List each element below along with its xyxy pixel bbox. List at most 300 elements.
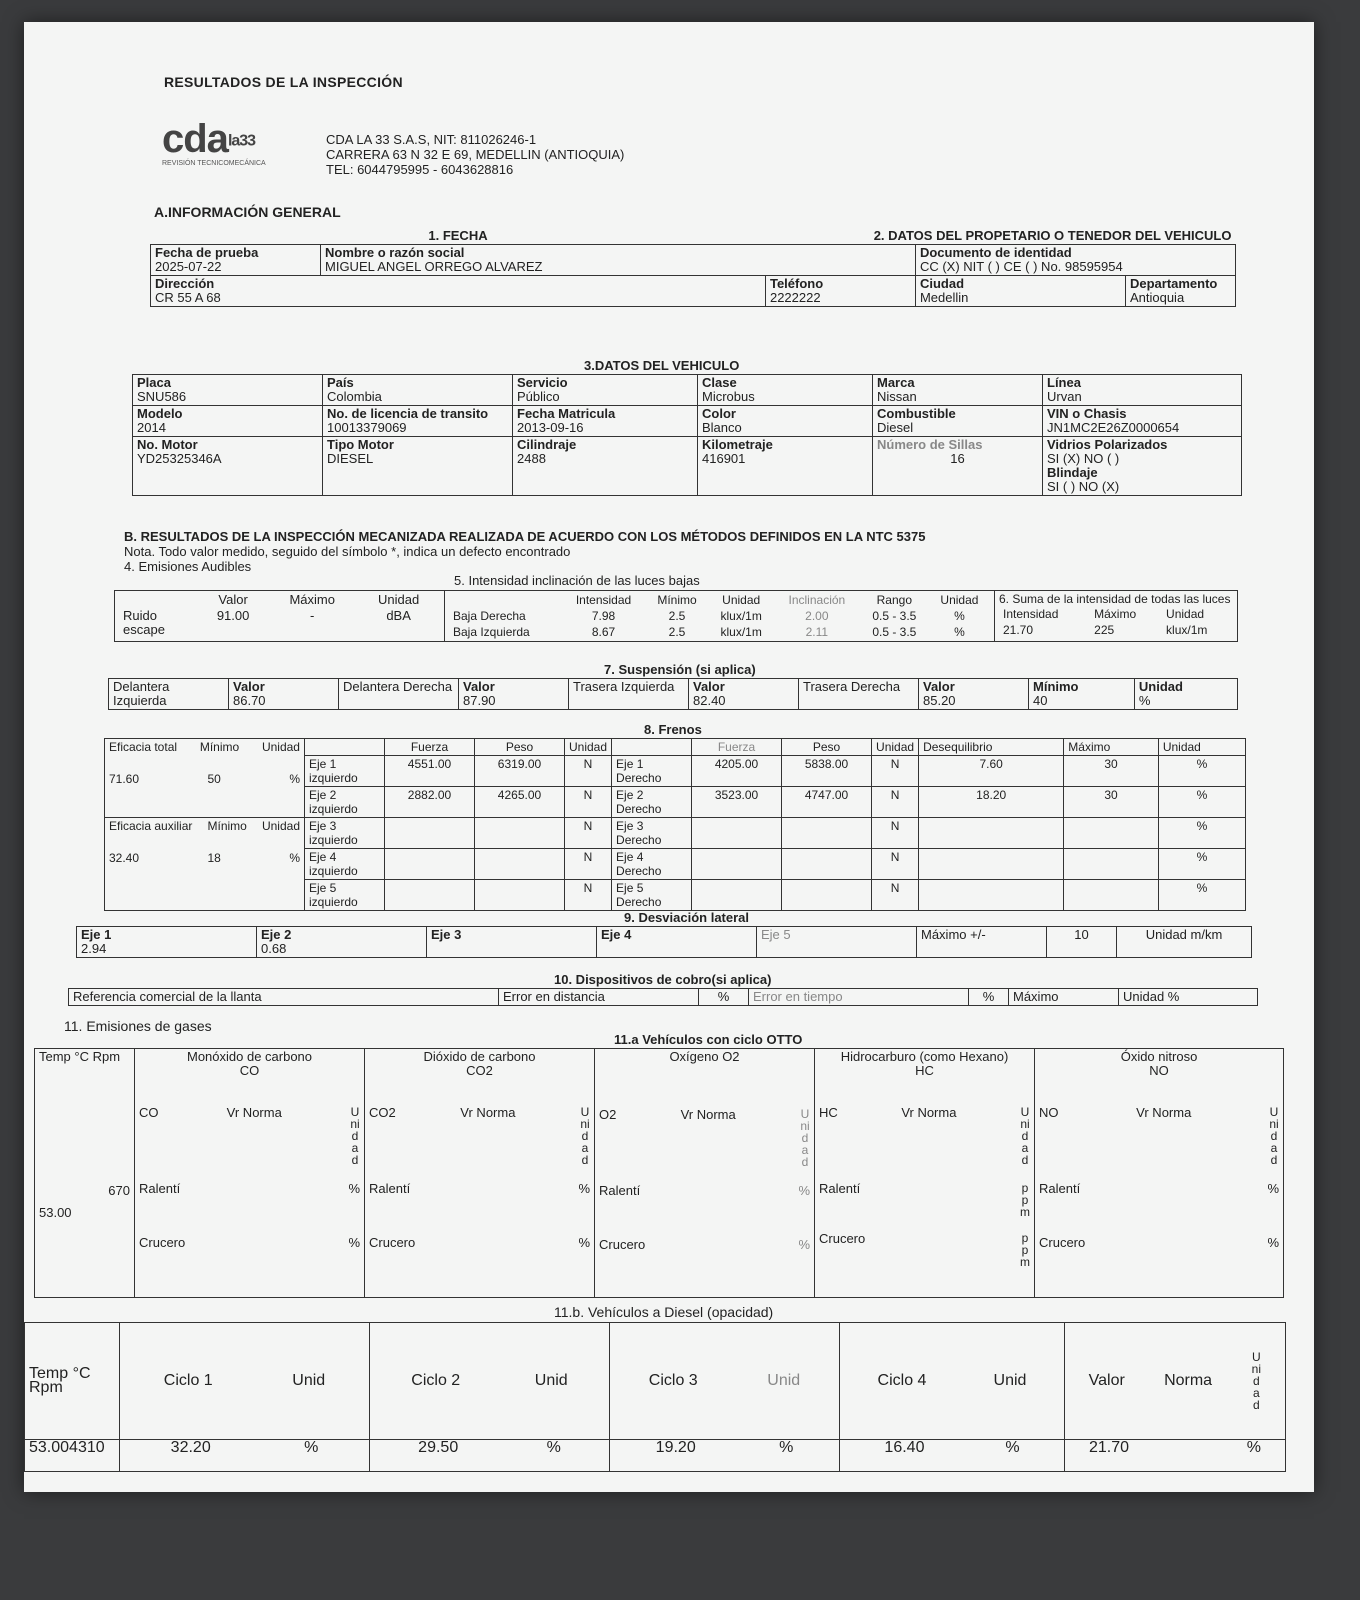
frenos-unidad-label: Unidad [261, 740, 300, 754]
suma-intensidad-label: Intensidad [1003, 607, 1059, 621]
izq-eje: Eje 2 izquierdo [305, 787, 385, 818]
suma-unidad-label: Unidad [1166, 607, 1205, 621]
sillas-value: 16 [950, 451, 965, 466]
audible-lights-table [114, 590, 1238, 642]
desv-maximo: 10 [1047, 927, 1117, 958]
otto-rpm: 670 [108, 1183, 130, 1198]
gas-co-crucero: Crucero [139, 1235, 186, 1250]
diesel-rpm-label: Rpm [29, 1379, 63, 1397]
deseq-valor [919, 880, 1064, 911]
gas-o2-crucero: Crucero [599, 1237, 646, 1252]
luces-head-rango: Rango [876, 593, 913, 607]
departamento-value: Antioquia [1129, 290, 1185, 305]
kilometraje-value: 416901 [702, 451, 746, 466]
servicio-value: Público [517, 389, 560, 404]
luces-row [449, 624, 990, 640]
desequilibrio-label: Desequilibrio [919, 739, 1064, 756]
deseq-unidad: % [1158, 849, 1245, 880]
luces-section: 5. Intensidad inclinación de las luces bajas [454, 573, 700, 588]
ciclo1-value: 32.20 [170, 1439, 211, 1457]
luces-row-intensidad: 8.67 [591, 625, 616, 639]
luces-row-unidad2: % [954, 625, 965, 639]
deseq-valor [919, 849, 1064, 880]
deseq-maximo: 30 [1064, 787, 1159, 818]
luces-row [449, 608, 990, 624]
luces-row-unidad: klux/1m [720, 609, 762, 623]
suspension-section: 7. Suspensión (si aplica) [604, 662, 756, 677]
luces-row-label: Baja Izquierda [453, 625, 530, 639]
vidrios-value: SI (X) NO ( ) [1047, 451, 1120, 466]
fecha-section: 1. FECHA [428, 228, 488, 243]
der-fuerza [692, 818, 782, 849]
ruido-label: Ruido escape [123, 608, 165, 637]
company-info [326, 132, 624, 177]
diesel-valor-pct: % [1246, 1439, 1261, 1457]
section-a-title: A.INFORMACIÓN GENERAL [154, 204, 341, 220]
table-row [105, 818, 1246, 849]
inspection-sheet [24, 22, 1314, 1492]
izq-eje: Eje 3 izquierdo [305, 818, 385, 849]
deseq-valor: 18.20 [919, 787, 1064, 818]
gas-co-name: Monóxido de carbono [186, 1049, 313, 1064]
susp-minimo: 40 [1033, 693, 1048, 708]
gas-co [135, 1049, 365, 1298]
blindaje-value: SI ( ) NO (X) [1047, 479, 1120, 494]
owner-table [150, 228, 1236, 307]
nombre-value: MIGUEL ANGEL ORREGO ALVAREZ [325, 259, 543, 274]
gas-no-sym: NO [1149, 1063, 1169, 1078]
color-label: Color [702, 406, 736, 421]
unidad-der-label: Unidad [872, 739, 919, 756]
cobro-section: 10. Dispositivos de cobro(si aplica) [554, 972, 772, 987]
der-peso [782, 880, 872, 911]
licencia-value: 10013379069 [327, 420, 407, 435]
izq-fuerza [385, 818, 475, 849]
der-fuerza [692, 880, 782, 911]
telefono-label: Teléfono [769, 276, 824, 291]
deseq-maximo [1064, 849, 1159, 880]
luces-row-minimo: 2.5 [668, 609, 686, 623]
peso-izq-label: Peso [475, 739, 565, 756]
gas-hc-col: HC [819, 1105, 838, 1120]
owner-section: 2. DATOS DEL PROPETARIO O TENEDOR DEL VEHICULO [873, 228, 1232, 243]
eficacia-auxiliar-label: Eficacia auxiliar [109, 819, 193, 833]
izq-fuerza: 4551.00 [385, 756, 475, 787]
sillas-label: Número de Sillas [877, 437, 983, 452]
luces-head-inclinacion: Inclinación [788, 593, 846, 607]
frenos-table [104, 738, 1246, 911]
gas-hc-sym: HC [915, 1063, 934, 1078]
der-peso [782, 849, 872, 880]
izq-fuerza [385, 880, 475, 911]
izq-eje: Eje 4 izquierdo [305, 849, 385, 880]
llanta-label: Referencia comercial de la llanta [69, 989, 499, 1006]
vehiculo-section: 3.DATOS DEL VEHICULO [584, 358, 740, 373]
gas-co-vr: Vr Norma [226, 1105, 282, 1120]
ruido-unidad-label: Unidad [378, 592, 420, 607]
pais-value: Colombia [327, 389, 382, 404]
gas-no-col: NO [1039, 1105, 1059, 1120]
gas-co-ralenti: Ralentí [139, 1181, 181, 1196]
section-b-note: Nota. Todo valor medido, seguido del símbolo *, indica un defecto encontrado [124, 544, 571, 559]
gas-o2-ralenti-unit: % [798, 1183, 810, 1198]
luces-row-rango: 0.5 - 3.5 [872, 609, 917, 623]
gas-no-crucero: Crucero [1039, 1235, 1086, 1250]
der-eje: Eje 2 Derecho [612, 787, 692, 818]
diesel-rpm: 4310 [69, 1439, 105, 1457]
logo-subtitle: REVISIÓN TECNICOMECÁNICA [162, 160, 266, 167]
desv-eje4-label: Eje 4 [601, 927, 632, 942]
placa-label: Placa [137, 375, 171, 390]
susp-unidad-label: Unidad [1138, 679, 1183, 694]
luces-row-rango: 0.5 - 3.5 [872, 625, 917, 639]
desviacion-section: 9. Desviación lateral [624, 910, 750, 925]
suma-maximo: 225 [1094, 623, 1115, 637]
diesel-norma-label: Norma [1164, 1372, 1213, 1390]
luces-head-minimo: Mínimo [657, 593, 697, 607]
cilindraje-value: 2488 [517, 451, 546, 466]
ciclo3-label: Ciclo 3 [648, 1372, 698, 1390]
gas-co-unidad: Unidad [350, 1105, 360, 1167]
vidrios-label: Vidrios Polarizados [1047, 437, 1168, 452]
kilometraje-label: Kilometraje [702, 437, 773, 452]
desequilibrio-unidad-label: Unidad [1158, 739, 1245, 756]
company-line-1: CDA LA 33 S.A.S, NIT: 811026246-1 [326, 132, 537, 147]
luces-table [449, 592, 990, 640]
suma-intensidad: 21.70 [1003, 623, 1034, 637]
ruido-maximo-label: Máximo [289, 592, 335, 607]
der-eje: Eje 5 Derecho [612, 880, 692, 911]
gas-hc-ralenti: Ralentí [819, 1181, 861, 1196]
gas-no-ralenti: Ralentí [1039, 1181, 1081, 1196]
fecha-label: Fecha de prueba [155, 245, 259, 260]
ciclo2-pct: % [546, 1439, 561, 1457]
gas-hc-ralenti-unit: ppm [1020, 1181, 1030, 1219]
gas-co2-vr: Vr Norma [460, 1105, 516, 1120]
ruido-unidad: dBA [386, 608, 411, 623]
ciclo1-unid: Unid [292, 1372, 326, 1390]
gas-co2-crucero-unit: % [578, 1235, 590, 1250]
susp-tra-izq: 82.40 [693, 693, 726, 708]
susp-del-izq: 86.70 [233, 693, 266, 708]
gas-co-crucero-unit: % [348, 1235, 360, 1250]
diesel-section: 11.b. Vehículos a Diesel (opacidad) [554, 1304, 774, 1320]
tiempo-label: Error en tiempo [749, 989, 969, 1006]
der-peso [782, 818, 872, 849]
telefono-value: 2222222 [769, 290, 821, 305]
suma-section: 6. Suma de la intensidad de todas las luces [999, 592, 1231, 606]
fecha-value: 2025-07-22 [155, 259, 222, 274]
ciclo1-pct: % [304, 1439, 319, 1457]
diesel-temp-label: Temp °C [29, 1365, 91, 1383]
otto-temp-label: Temp °C [39, 1049, 89, 1064]
frenos-aux-minimo-label: Mínimo [207, 819, 247, 833]
ciclo3-pct: % [779, 1439, 794, 1457]
gas-co-ralenti-unit: % [348, 1181, 360, 1196]
susp-unidad: % [1138, 693, 1151, 708]
izq-peso [475, 880, 565, 911]
der-peso: 4747.00 [782, 787, 872, 818]
peso-der-label: Peso [782, 739, 872, 756]
gas-o2 [595, 1049, 815, 1298]
luces-row-unidad2: % [954, 609, 965, 623]
izq-peso: 6319.00 [475, 756, 565, 787]
deseq-maximo [1064, 818, 1159, 849]
gas-co2-name: Dióxido de carbono [423, 1049, 536, 1064]
ciclo3-value: 19.20 [655, 1439, 696, 1457]
deseq-unidad: % [1158, 818, 1245, 849]
tiempo-unidad: % [969, 989, 1009, 1006]
vin-value: JN1MC2E26Z0000654 [1047, 420, 1180, 435]
susp-tra-der: 85.20 [923, 693, 956, 708]
distancia-label: Error en distancia [499, 989, 699, 1006]
gas-o2-crucero-unit: % [798, 1237, 810, 1252]
ciudad-value: Medellin [919, 290, 969, 305]
desv-eje1-label: Eje 1 [81, 927, 112, 942]
izq-peso: 4265.00 [475, 787, 565, 818]
otto-temp: 53.00 [39, 1205, 72, 1220]
desv-eje5-label: Eje 5 [761, 927, 791, 942]
emisiones-audibles-section: 4. Emisiones Audibles [124, 559, 252, 574]
vin-label: VIN o Chasis [1047, 406, 1127, 421]
ciclo4-label: Ciclo 4 [877, 1372, 927, 1390]
suma-table [999, 606, 1233, 638]
desequilibrio-maximo-label: Máximo [1064, 739, 1159, 756]
ruido-maximo: - [310, 608, 315, 623]
gas-hc [815, 1049, 1035, 1298]
servicio-label: Servicio [517, 375, 568, 390]
ciclo3-unid: Unid [767, 1372, 801, 1390]
izq-unidad: N [565, 787, 612, 818]
luces-row-unidad: klux/1m [720, 625, 762, 639]
linea-value: Urvan [1047, 389, 1082, 404]
suma-unidad: klux/1m [1166, 623, 1208, 637]
cobro-table [68, 988, 1258, 1006]
section-b-title: B. RESULTADOS DE LA INSPECCIÓN MECANIZADA REALIZADA DE ACUERDO CON LOS MÉTODOS DEFINIDOS EN LA NTC 5375 [124, 529, 926, 544]
ciclo4-value: 16.40 [884, 1439, 925, 1457]
izq-unidad: N [565, 880, 612, 911]
gas-hc-name: Hidrocarburo (como Hexano) [840, 1049, 1009, 1064]
izq-unidad: N [565, 818, 612, 849]
deseq-valor: 7.60 [919, 756, 1064, 787]
diesel-unidad-vert: Unidad [1251, 1350, 1262, 1413]
suspension-table [108, 678, 1238, 710]
desv-maximo-label: Máximo +/- [917, 927, 1047, 958]
gas-hc-vr: Vr Norma [901, 1105, 957, 1120]
tipo-motor-label: Tipo Motor [327, 437, 394, 452]
izq-fuerza: 2882.00 [385, 787, 475, 818]
gas-co-col: CO [139, 1105, 159, 1120]
gas-no-ralenti-unit: % [1267, 1181, 1279, 1196]
diesel-valor: 21.70 [1089, 1439, 1130, 1457]
direccion-label: Dirección [155, 276, 215, 291]
diesel-valor-label: Valor [1088, 1372, 1125, 1390]
diesel-table [24, 1322, 1286, 1472]
clase-value: Microbus [702, 389, 755, 404]
gas-co2-unidad: Unidad [580, 1105, 590, 1167]
der-unidad: N [872, 787, 919, 818]
desv-eje2: 0.68 [261, 941, 287, 956]
desv-unidad: Unidad m/km [1117, 927, 1252, 958]
eficacia-aux-minimo: 18 [207, 851, 221, 865]
deseq-unidad: % [1158, 787, 1245, 818]
ciclo4-unid: Unid [993, 1372, 1027, 1390]
susp-del-der: 87.90 [463, 693, 496, 708]
combustible-label: Combustible [877, 406, 956, 421]
company-line-2: CARRERA 63 N 32 E 69, MEDELLIN (ANTIOQUIA) [326, 147, 625, 162]
desv-eje3-label: Eje 3 [431, 927, 462, 942]
eficacia-total-unidad: % [289, 772, 300, 786]
blindaje-label: Blindaje [1047, 465, 1098, 480]
gas-co2 [365, 1049, 595, 1298]
gas-co2-col: CO2 [369, 1105, 396, 1120]
ciclo2-unid: Unid [534, 1372, 568, 1390]
ciclo4-pct: % [1005, 1439, 1020, 1457]
izq-eje: Eje 1 izquierdo [305, 756, 385, 787]
logo-suffix: la33 [227, 132, 256, 150]
izq-fuerza [385, 849, 475, 880]
deseq-maximo [1064, 880, 1159, 911]
eficacia-total-label: Eficacia total [109, 740, 178, 754]
luces-row-minimo: 2.5 [668, 625, 686, 639]
der-eje: Eje 4 Derecho [612, 849, 692, 880]
nombre-label: Nombre o razón social [325, 245, 465, 260]
documento-label: Documento de identidad [919, 245, 1072, 260]
tipo-motor-value: DIESEL [327, 451, 374, 466]
logo-text: cda [162, 117, 228, 161]
susp-valor-label: Valor [693, 679, 725, 694]
gas-co2-ralenti: Ralentí [369, 1181, 411, 1196]
der-unidad: N [872, 818, 919, 849]
ciclo2-value: 29.50 [418, 1439, 459, 1457]
deseq-maximo: 30 [1064, 756, 1159, 787]
izq-peso [475, 849, 565, 880]
matricula-value: 2013-09-16 [517, 420, 584, 435]
marca-label: Marca [877, 375, 915, 390]
susp-minimo-label: Mínimo [1033, 679, 1079, 694]
gas-o2-name: Oxígeno O2 [669, 1049, 740, 1064]
izq-eje: Eje 5 izquierdo [305, 880, 385, 911]
pais-label: País [327, 375, 354, 390]
documento-value: CC (X) NIT ( ) CE ( ) No. 98595954 [919, 259, 1123, 274]
gas-co2-sym: CO2 [466, 1063, 493, 1078]
desviacion-table [76, 926, 1252, 958]
susp-tra-izq-label: Trasera Izquierda [569, 679, 689, 710]
suma-maximo-label: Máximo [1094, 607, 1137, 621]
der-fuerza: 4205.00 [692, 756, 782, 787]
company-line-3: TEL: 6044795995 - 6043628816 [326, 162, 514, 177]
cobro-maximo-label: Máximo [1009, 989, 1119, 1006]
frenos-aux-unidad-label: Unidad [261, 819, 300, 833]
modelo-value: 2014 [137, 420, 166, 435]
der-fuerza: 3523.00 [692, 787, 782, 818]
susp-valor-label: Valor [463, 679, 495, 694]
ruido-valor-label: Valor [218, 592, 248, 607]
gas-no-unidad: Unidad [1269, 1105, 1279, 1167]
ruido-valor: 91.00 [216, 608, 250, 623]
gas-co2-crucero: Crucero [369, 1235, 416, 1250]
motor-label: No. Motor [137, 437, 198, 452]
susp-del-der-label: Delantera Derecha [339, 679, 459, 710]
gas-no-vr: Vr Norma [1136, 1105, 1192, 1120]
eficacia-auxiliar: 32.40 [109, 851, 140, 865]
susp-valor-label: Valor [923, 679, 955, 694]
luces-row-inclinacion: 2.00 [805, 609, 829, 623]
document-title: RESULTADOS DE LA INSPECCIÓN [164, 74, 403, 90]
gas-hc-crucero: Crucero [819, 1231, 866, 1246]
frenos-section: 8. Frenos [644, 722, 702, 737]
linea-label: Línea [1047, 375, 1081, 390]
gas-hc-crucero-unit: ppm [1020, 1231, 1030, 1269]
der-unidad: N [872, 849, 919, 880]
fuerza-der-label: Fuerza [692, 739, 782, 756]
eficacia-aux-unidad: % [289, 851, 300, 865]
der-peso: 5838.00 [782, 756, 872, 787]
gas-o2-vr: Vr Norma [680, 1107, 736, 1122]
gas-no-crucero-unit: % [1267, 1235, 1279, 1250]
gas-hc-unidad: Unidad [1020, 1105, 1030, 1167]
otto-rpm-label: Rpm [92, 1049, 121, 1064]
luces-row-inclinacion: 2.11 [805, 625, 829, 639]
susp-tra-der-label: Trasera Derecha [799, 679, 919, 710]
marca-value: Nissan [877, 389, 917, 404]
cobro-unidad-label: Unidad % [1119, 989, 1258, 1006]
der-eje: Eje 1 Derecho [612, 756, 692, 787]
luces-row-intensidad: 7.98 [591, 609, 616, 623]
ciclo2-label: Ciclo 2 [411, 1372, 461, 1390]
unidad-izq-label: Unidad [565, 739, 612, 756]
gas-o2-ralenti: Ralentí [599, 1183, 641, 1198]
der-unidad: N [872, 880, 919, 911]
fuerza-izq-label: Fuerza [385, 739, 475, 756]
ciudad-label: Ciudad [919, 276, 965, 291]
luces-head-unidad: Unidad [722, 593, 761, 607]
deseq-unidad: % [1158, 880, 1245, 911]
frenos-minimo-label: Mínimo [199, 740, 240, 754]
distancia-unidad: % [699, 989, 749, 1006]
desv-eje1: 2.94 [81, 941, 107, 956]
ruido-table [119, 592, 440, 638]
ciclo1-label: Ciclo 1 [163, 1372, 213, 1390]
deseq-valor [919, 818, 1064, 849]
der-unidad: N [872, 756, 919, 787]
izq-unidad: N [565, 756, 612, 787]
cilindraje-label: Cilindraje [517, 437, 577, 452]
desv-eje2-label: Eje 2 [261, 927, 292, 942]
gas-no [1035, 1049, 1284, 1298]
eficacia-total: 71.60 [109, 772, 140, 786]
der-fuerza [692, 849, 782, 880]
otto-section: 11.a Vehículos con ciclo OTTO [614, 1032, 803, 1047]
departamento-label: Departamento [1129, 276, 1218, 291]
luces-row-label: Baja Derecha [453, 609, 526, 623]
izq-peso [475, 818, 565, 849]
der-eje: Eje 3 Derecho [612, 818, 692, 849]
licencia-label: No. de licencia de transito [327, 406, 489, 421]
diesel-temp: 53.00 [29, 1439, 70, 1457]
cda-logo [162, 117, 255, 162]
modelo-label: Modelo [137, 406, 183, 421]
color-value: Blanco [702, 420, 742, 435]
luces-head-intensidad: Intensidad [575, 593, 632, 607]
vehicle-table [132, 374, 1242, 496]
direccion-value: CR 55 A 68 [155, 290, 221, 305]
placa-value: SNU586 [137, 389, 187, 404]
matricula-label: Fecha Matricula [517, 406, 616, 421]
izq-unidad: N [565, 849, 612, 880]
deseq-unidad: % [1158, 756, 1245, 787]
luces-head-unidad2: Unidad [940, 593, 979, 607]
